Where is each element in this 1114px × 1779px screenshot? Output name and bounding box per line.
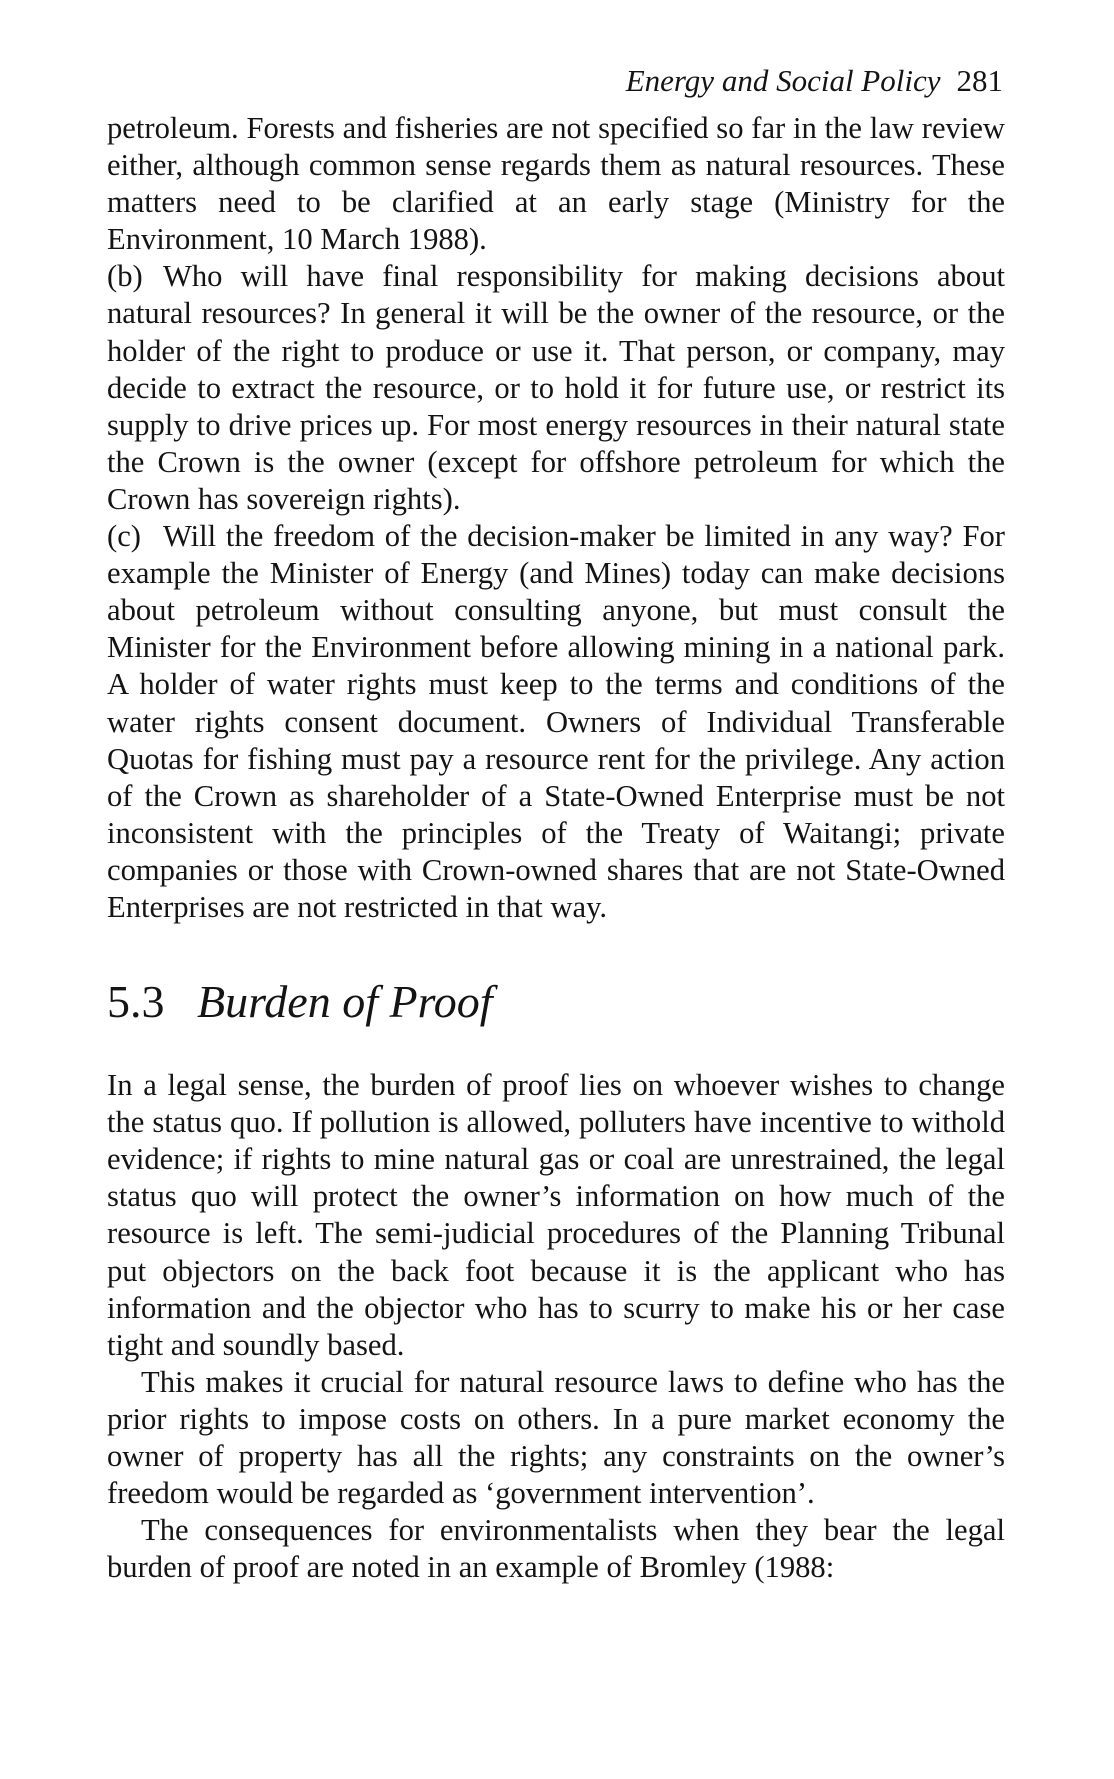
book-page: [107, 58, 1005, 1586]
list-item-text: Will the freedom of the decision-maker be limited in any way? For example the Minister of Energy (and Mines) today can make decisions about petroleum without consulting anyone, but must consult the Minister for the Environment before allowing mining in a national park. A holder of water rights must keep to the terms and conditions of the water rights consent document. Owners of Individual Transferable Quotas for fishing must pay a resource rent for the privilege. Any action of the Crown as shareholder of a State-Owned Enterprise must be not inconsistent with the principles of the Treaty of Waitangi; private companies or those with Crown-owned shares that are not State-Owned Enterprises are not restricted in that way.: [107, 519, 1005, 924]
section-paragraph-1: In a legal sense, the burden of proof lies on whoever wishes to change the status quo. If pollution is allowed, polluters have incentive to withold evidence; if rights to mine natural gas or coal are unrestrained, the legal status quo will protect the owner’s information on how much of the resource is left. The semi-judicial procedures of the Planning Tribunal put objectors on the back foot because it is the applicant who has information and the objector who has to scurry to make his or her case tight and soundly based.: [107, 1068, 1005, 1362]
paragraph-continuation: [107, 110, 1005, 258]
section-title: Burden of Proof: [197, 976, 493, 1028]
section-heading: [107, 974, 1005, 1030]
section-paragraph-3: The consequences for environmentalists when they bear the legal burden of proof are noted in an example of Bromley (1988:: [107, 1513, 1005, 1585]
list-item-text: Who will have final responsibility for making decisions about natural resources? In general it will be the owner of the resource, or the holder of the right to produce or use it. That person, or company, may decide to extract the resource, or to hold it for future use, or restrict its supply to drive prices up. For most energy resources in their natural state the Crown is the owner (except for offshore petroleum for which the Crown has sovereign rights).: [107, 259, 1005, 516]
section-number: 5.3: [107, 976, 165, 1028]
list-item-label: (b): [107, 259, 143, 294]
list-item-c: [107, 518, 1005, 926]
section-paragraph-2: This makes it crucial for natural resource laws to define who has the prior rights to impose costs on others. In a pure market economy the owner of property has all the rights; any constraints on the owner’s freedom would be regarded as ‘government intervention’.: [107, 1364, 1005, 1511]
running-title: Energy and Social Policy: [625, 63, 941, 98]
paragraph-text: petroleum. Forests and fisheries are not specified so far in the law review either, although common sense regards them as natural resources. These matters need to be clarified at an early stage (Ministry for the Environment, 10 March 1988).: [107, 111, 1005, 257]
page-number: 281: [956, 63, 1003, 98]
list-item-b: [107, 258, 1005, 518]
list-item-label: (c): [107, 519, 141, 554]
running-head: [107, 58, 1005, 104]
